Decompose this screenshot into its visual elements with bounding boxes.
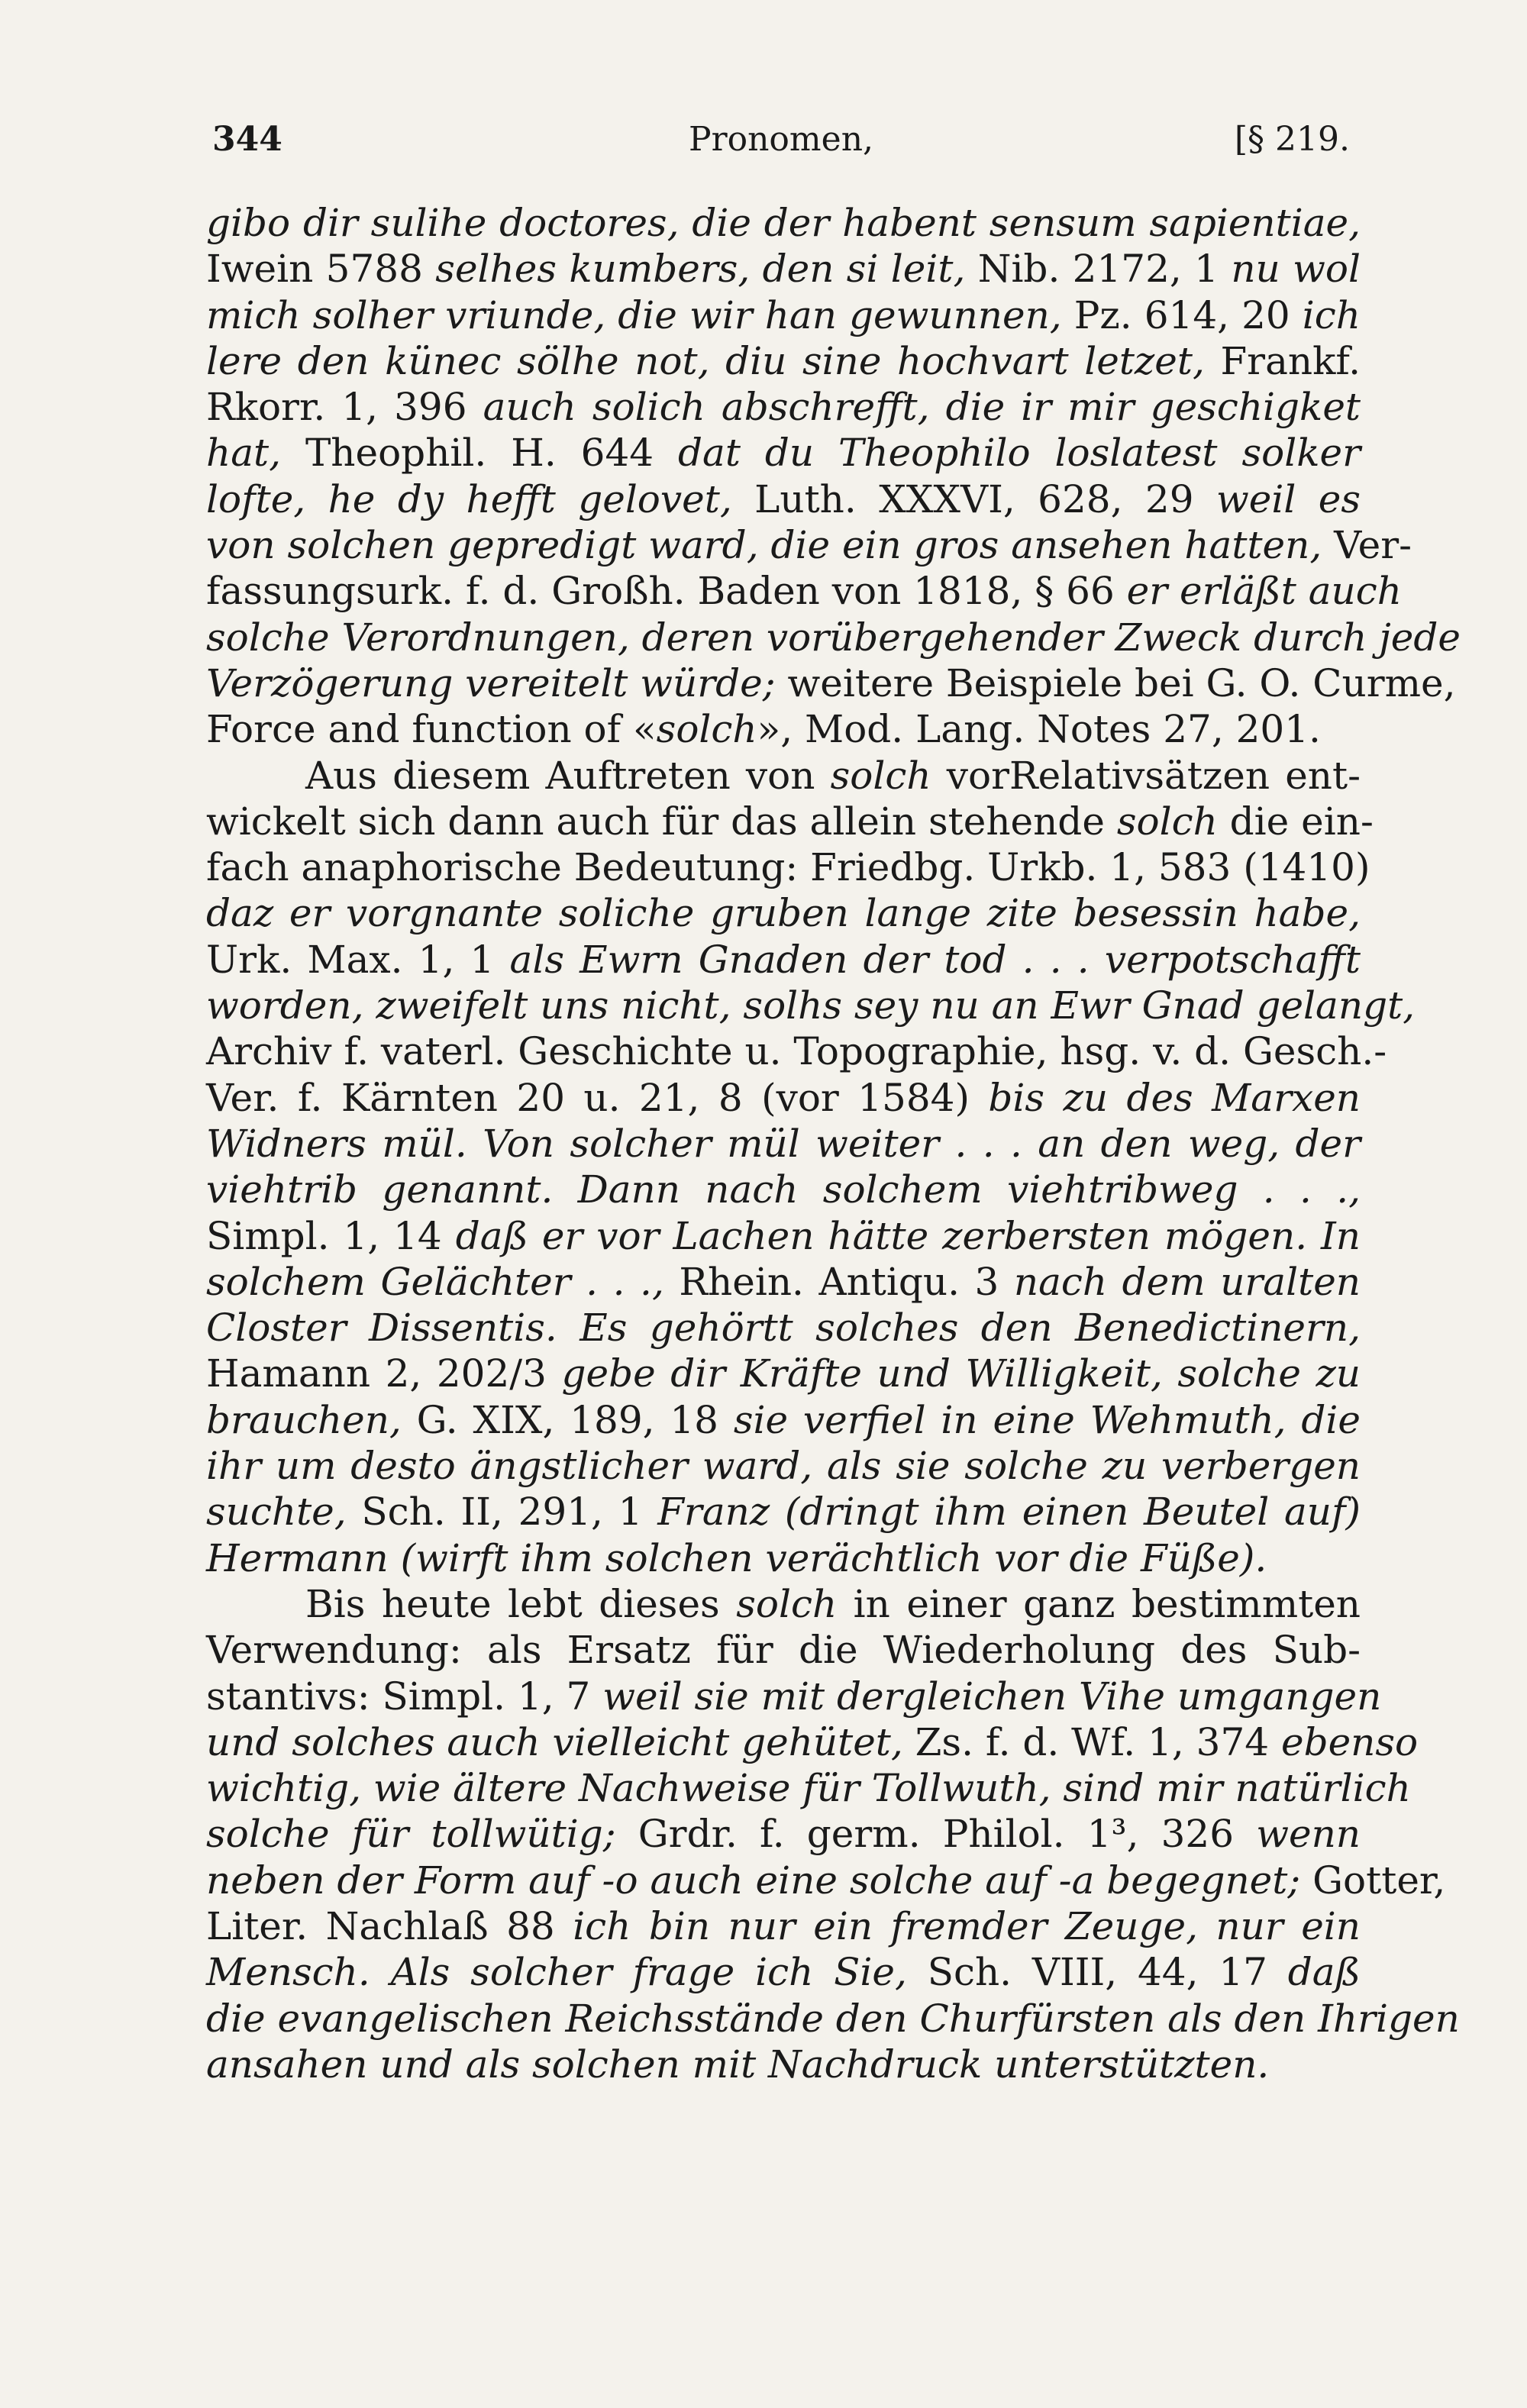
text-segment: Simpl. 1, 14 — [206, 1213, 456, 1258]
text-line — [206, 1903, 1361, 1949]
italic-quote: neben der Form auf -o auch eine solche auf -a begegnet; — [206, 1858, 1301, 1903]
text-segment: Ver- — [1322, 523, 1412, 568]
italic-quote: bis zu des Marxen — [988, 1075, 1361, 1120]
text-segment: Aus diesem Auftreten von — [305, 753, 831, 798]
text-segment: Sch. II, 291, 1 — [346, 1490, 658, 1535]
italic-quote: von solchen gepredigt ward, die ein gros ansehen hatten, — [206, 523, 1322, 568]
italic-quote: er erläßt auch — [1126, 569, 1402, 614]
italic-quote: und solches auch vielleicht gehütet, — [206, 1719, 903, 1764]
text-line — [206, 1213, 1361, 1259]
italic-quote: brauchen, — [206, 1397, 402, 1442]
italic-quote: gibo dir sulihe doctores, die der habent sensum sapientiae, — [206, 201, 1361, 245]
text-line — [206, 1075, 1361, 1121]
text-line — [206, 1581, 1361, 1627]
text-segment: Sch. VIII, 44, 17 — [906, 1950, 1288, 1995]
text-line — [206, 1167, 1361, 1212]
text-line — [206, 1719, 1419, 1765]
italic-quote: wichtig, wie ältere Nachweise für Tollwuth, sind mir natürlich — [206, 1766, 1411, 1811]
text-segment: Verwendung: als Ersatz für die Wiederholung des Sub- — [206, 1628, 1361, 1673]
text-segment: Zs. f. d. Wf. 1, 374 — [902, 1719, 1281, 1764]
italic-quote: nu wol — [1231, 247, 1361, 292]
italic-quote: Verzögerung vereitelt würde; — [206, 660, 776, 705]
italic-quote: selhes kumbers, den si leit, — [435, 247, 966, 292]
italic-quote: lofte, he dy hefft gelovet, — [206, 476, 732, 521]
text-line — [206, 1351, 1361, 1396]
italic-quote: Closter Dissentis. Es gehörtt solches den Benedictinern, — [206, 1306, 1361, 1351]
italic-quote: Franz (dringt ihm einen Beutel auf) — [657, 1490, 1361, 1535]
italic-quote: solch — [1116, 799, 1218, 844]
text-line — [206, 1949, 1361, 1995]
text-line — [206, 890, 1361, 936]
italic-quote: ich bin nur ein fremder Zeuge, nur ein — [573, 1903, 1361, 1948]
italic-quote: wenn — [1256, 1812, 1361, 1857]
text-segment: Grdr. f. germ. Philol. 1³, 326 — [615, 1812, 1257, 1857]
text-line — [206, 1443, 1361, 1489]
italic-quote: solch — [656, 707, 757, 752]
text-line — [206, 937, 1361, 983]
text-segment: fassungsurk. f. d. Großh. Baden von 1818, § 66 — [206, 569, 1127, 614]
text-line — [206, 476, 1361, 522]
italic-quote: lere den künec sölhe not, diu sine hochvart letzet, — [206, 338, 1205, 383]
text-line — [206, 2042, 1361, 2087]
italic-quote: ich — [1302, 292, 1361, 337]
text-line — [206, 1259, 1361, 1305]
text-line — [206, 1765, 1411, 1811]
running-header — [212, 113, 1350, 166]
text-segment: Iwein 5788 — [206, 247, 436, 292]
italic-quote: solch — [830, 753, 931, 798]
text-segment: Force and function of « — [206, 707, 657, 752]
text-segment: Nib. 2172, 1 — [965, 247, 1232, 292]
italic-quote: Widners mül. Von solcher mül weiter . . . an den weg, der — [206, 1121, 1361, 1166]
running-title: Pronomen, — [688, 120, 874, 159]
text-line — [206, 1627, 1361, 1673]
text-line — [206, 246, 1361, 292]
italic-quote: ebenso — [1281, 1719, 1419, 1764]
text-segment: die ein- — [1217, 799, 1374, 844]
italic-quote: mich solher vriunde, die wir han gewunnen, — [206, 292, 1062, 337]
text-line — [206, 1305, 1361, 1351]
text-line — [206, 660, 1456, 706]
text-segment: Frankf. — [1204, 338, 1361, 383]
italic-quote: solchem Gelächter . . ., — [206, 1259, 664, 1304]
italic-quote: gebe dir Kräfte und Willigkeit, solche zu — [561, 1351, 1361, 1396]
text-segment: fach anaphorische Bedeutung: Friedbg. Urkb. 1, 583 (1410) — [206, 845, 1370, 890]
italic-quote: solche Verordnungen, deren vorübergehender Zweck durch jede — [206, 615, 1461, 660]
text-line — [206, 1996, 1460, 2042]
text-segment: Bis heute lebt dieses — [305, 1581, 737, 1626]
text-segment: Ver. f. Kärnten 20 u. 21, 8 (vor 1584) — [206, 1075, 989, 1120]
italic-quote: sie verfiel in eine Wehmuth, die — [733, 1397, 1361, 1442]
text-line — [206, 200, 1361, 246]
text-line — [206, 384, 1361, 430]
text-segment: weitere Beispiele bei G. O. Curme, — [775, 660, 1456, 705]
text-line — [206, 983, 1416, 1028]
text-line — [206, 1489, 1361, 1535]
text-line — [206, 1858, 1446, 1903]
text-segment: G. XIX, 189, 18 — [401, 1397, 734, 1442]
text-line — [206, 1674, 1382, 1719]
text-segment: Luth. XXXVI, 628, 29 — [731, 476, 1216, 521]
italic-quote: hat, — [206, 431, 281, 476]
italic-quote: ansahen und als solchen mit Nachdruck unterstützten. — [206, 2042, 1270, 2087]
italic-quote: nach dem uralten — [1013, 1259, 1361, 1304]
italic-quote: daz er vorgnante soliche gruben lange zite besessin habe, — [206, 891, 1361, 936]
page-number: 344 — [212, 120, 282, 159]
text-segment: in einer ganz bestimmten — [837, 1581, 1361, 1626]
text-line — [206, 799, 1374, 844]
italic-quote: Mensch. Als solcher frage ich Sie, — [206, 1950, 907, 1995]
text-segment: Archiv f. vaterl. Geschichte u. Topographie, hsg. v. d. Gesch.- — [206, 1029, 1387, 1074]
italic-quote: weil sie mit dergleichen Vihe umgangen — [602, 1674, 1382, 1719]
text-segment: Urk. Max. 1, 1 — [206, 937, 510, 982]
text-segment: Gotter, — [1300, 1858, 1446, 1903]
text-segment: Theophil. H. 644 — [281, 431, 679, 476]
italic-quote: solch — [736, 1581, 838, 1626]
text-line — [206, 706, 1361, 752]
text-body — [206, 200, 1461, 2087]
text-line — [206, 1028, 1387, 1074]
italic-quote: weil es — [1215, 476, 1361, 521]
section-reference: [§ 219. — [1234, 120, 1350, 159]
italic-quote: viehtrib genannt. Dann nach solchem viehtribweg . . ., — [206, 1167, 1361, 1212]
text-segment: vorRelativsätzen ent- — [931, 753, 1361, 798]
text-line — [206, 615, 1461, 660]
italic-quote: dat du Theophilo loslatest solker — [678, 431, 1361, 476]
italic-quote: auch solich abschrefft, die ir mir geschigket — [483, 385, 1361, 430]
text-segment: stantivs: Simpl. 1, 7 — [206, 1674, 603, 1719]
text-line — [206, 522, 1412, 568]
italic-quote: daß — [1287, 1950, 1361, 1995]
text-segment: Rhein. Antiqu. 3 — [663, 1259, 1014, 1304]
text-line — [206, 568, 1402, 614]
text-line — [206, 338, 1361, 384]
text-line — [206, 1811, 1361, 1857]
text-line — [206, 1121, 1361, 1167]
italic-quote: suchte, — [206, 1490, 347, 1535]
text-segment: Hamann 2, 202/3 — [206, 1351, 562, 1396]
text-line — [206, 430, 1361, 476]
text-segment: », Mod. Lang. Notes 27, 201. — [757, 707, 1321, 752]
text-line — [206, 844, 1370, 890]
italic-quote: daß er vor Lachen hätte zerbersten mögen. In — [455, 1213, 1361, 1258]
italic-quote: solche für tollwütig; — [206, 1812, 616, 1857]
text-line — [206, 1397, 1361, 1443]
italic-quote: die evangelischen Reichsstände den Churfürsten als den Ihrigen — [206, 1996, 1460, 2041]
text-segment: wickelt sich dann auch für das allein stehende — [206, 799, 1117, 844]
text-line — [206, 753, 1361, 799]
italic-quote: Hermann (wirft ihm solchen verächtlich vor die Füße). — [206, 1535, 1267, 1580]
italic-quote: worden, zweifelt uns nicht, solhs sey nu an Ewr Gnad gelangt, — [206, 983, 1416, 1028]
text-segment: Rkorr. 1, 396 — [206, 385, 483, 430]
italic-quote: ihr um desto ängstlicher ward, als sie solche zu verbergen — [206, 1444, 1361, 1489]
text-line — [206, 1535, 1361, 1581]
italic-quote: als Ewrn Gnaden der tod . . . verpotschafft — [509, 937, 1361, 982]
text-segment: Pz. 614, 20 — [1061, 292, 1303, 337]
text-segment: Liter. Nachlaß 88 — [206, 1903, 573, 1948]
text-line — [206, 292, 1361, 338]
